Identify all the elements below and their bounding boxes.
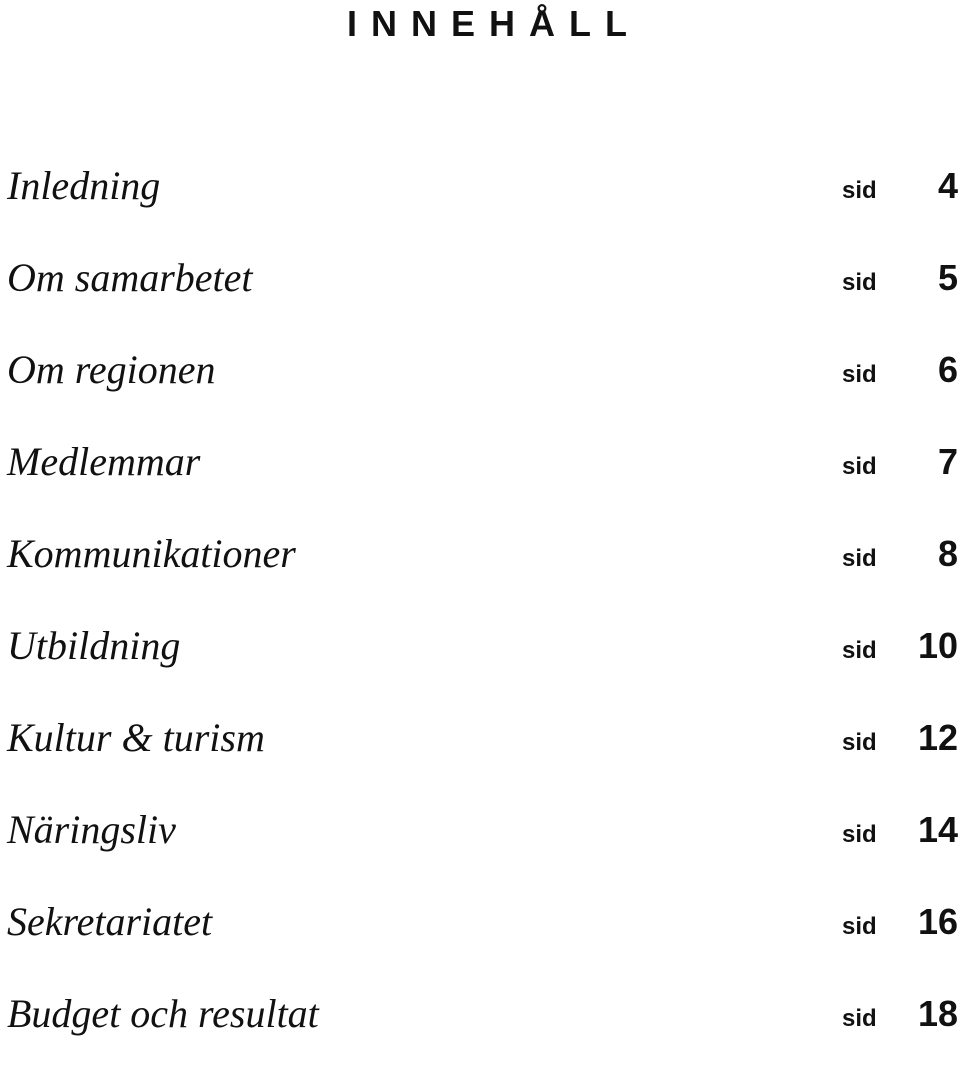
toc-sid-label: sid [842,729,877,756]
toc-entry-utbildning[interactable] [0,620,960,712]
toc-page-number: 12 [917,717,958,758]
toc-page-number: 18 [917,993,958,1034]
toc-entry-sekretariatet[interactable] [0,896,960,988]
toc-entry-naringsliv[interactable] [0,804,960,896]
toc-sid-label: sid [842,453,877,480]
toc-entry-om-samarbetet[interactable] [0,252,960,344]
toc-entry-inledning[interactable] [0,160,960,252]
toc-entry-budget-och-resultat[interactable] [0,988,960,1080]
toc-sid-label: sid [842,177,877,204]
toc-page-number: 8 [937,533,958,574]
toc-entry-title: Om samarbetet [7,255,253,300]
toc-entry-title: Kultur & turism [7,715,265,760]
toc-entry-title: Kommunikationer [7,531,296,576]
toc-page-number: 6 [937,349,958,390]
toc-entry-title: Näringsliv [7,807,176,852]
toc-entry-title: Om regionen [7,347,216,392]
toc-sid-label: sid [842,1005,877,1032]
toc-entry-medlemmar[interactable] [0,436,960,528]
toc-entry-title: Sekretariatet [7,899,213,944]
toc-entry-title: Inledning [7,163,161,208]
toc-sid-label: sid [842,361,877,388]
toc-entry-title: Medlemmar [7,439,201,484]
toc-sid-label: sid [842,269,877,296]
toc-entry-kultur-turism[interactable] [0,712,960,804]
toc-page-number: 4 [937,165,958,206]
toc-page-number: 10 [917,625,958,666]
toc-page-number: 5 [937,257,958,298]
page-title: INNEHÅLL [347,3,641,44]
toc-entry-title: Utbildning [7,623,181,668]
toc-sid-label: sid [842,545,877,572]
toc-sid-label: sid [842,913,877,940]
toc-page-number: 16 [917,901,958,942]
toc-entry-om-regionen[interactable] [0,344,960,436]
toc-sid-label: sid [842,637,877,664]
toc-entry-kommunikationer[interactable] [0,528,960,620]
toc-entry-title: Budget och resultat [7,991,319,1036]
toc-page-number: 7 [937,441,958,482]
toc-sid-label: sid [842,821,877,848]
table-of-contents [0,160,960,1080]
toc-page-number: 14 [917,809,958,850]
